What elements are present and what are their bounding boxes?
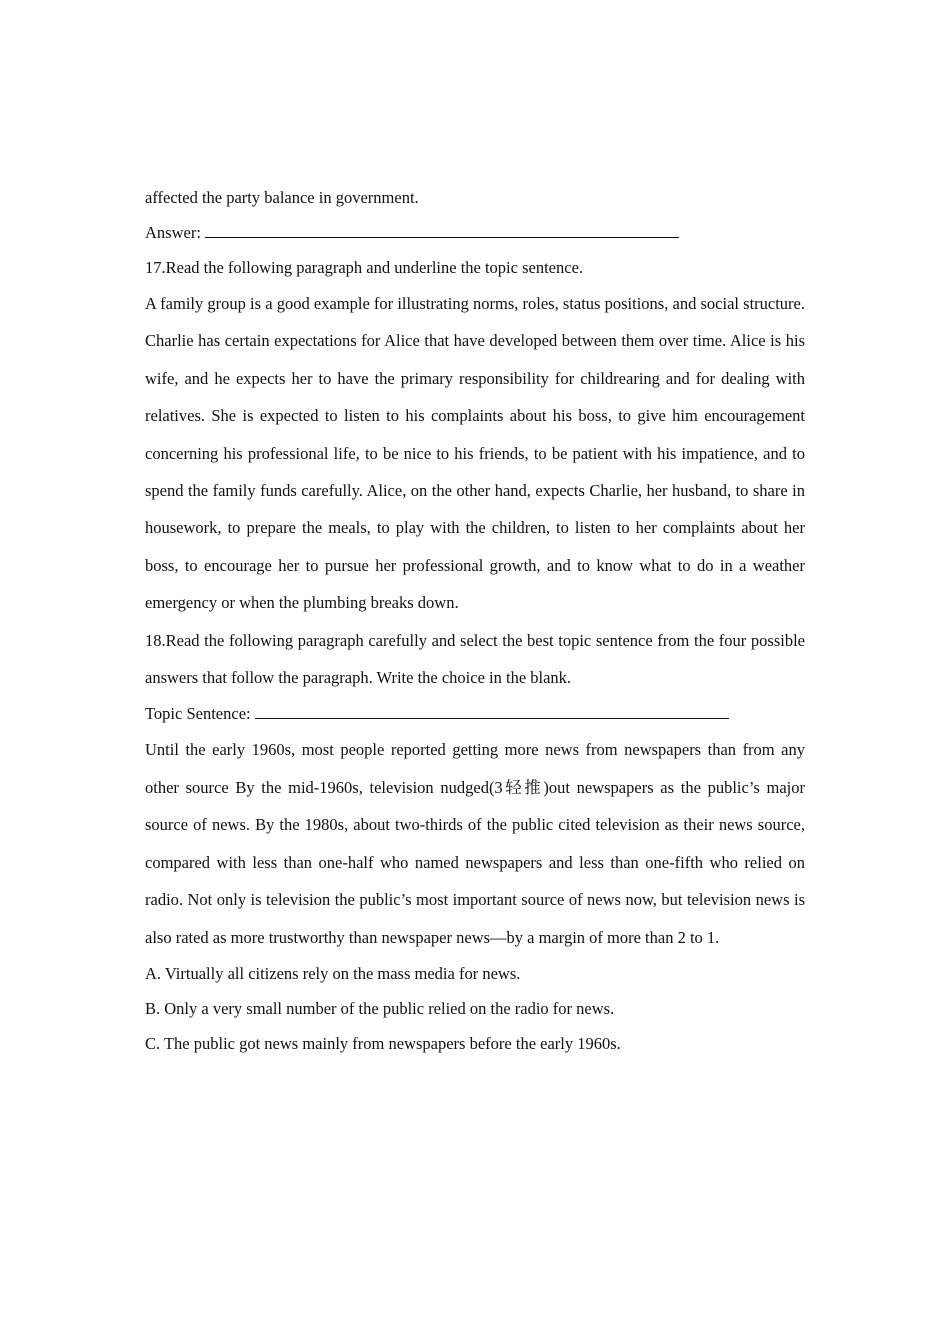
topic-sentence-line bbox=[145, 696, 805, 731]
document-page bbox=[145, 180, 805, 1061]
answer-line bbox=[145, 215, 805, 250]
question-17-paragraph: A family group is a good example for illustrating norms, roles, status positions, and social structure. Charlie has certain expectations for Alice that have developed between them over time. Alice is his wife, and he expects her to have the primary responsibility for childrearing and for dealing with relatives. She is expected to listen to his complaints about his boss, to give him encouragement concerning his professional life, to be nice to his friends, to be patient with his impatience, and to spend the family funds carefully. Alice, on the other hand, expects Charlie, her husband, to share in housework, to prepare the meals, to play with the children, to listen to her complaints about her boss, to encourage her to pursue her professional growth, and to know what to do in a weather emergency or when the plumbing breaks down. bbox=[145, 294, 805, 613]
question-18-prompt: 18.Read the following paragraph carefully and select the best topic sentence from the four possible answers that follow the paragraph. Write the choice in the blank. bbox=[145, 630, 805, 688]
option-a: A. Virtually all citizens rely on the mass media for news. bbox=[145, 963, 521, 983]
option-c: C. The public got news mainly from newspapers before the early 1960s. bbox=[145, 1033, 621, 1053]
answer-blank[interactable] bbox=[205, 222, 679, 238]
answer-label: Answer: bbox=[145, 223, 201, 242]
option-b: B. Only a very small number of the public relied on the radio for news. bbox=[145, 998, 615, 1018]
question-18-paragraph: Until the early 1960s, most people reported getting more news from newspapers than from any other source By the mid-1960s, television nudged(3轻推)out newspapers as the public’s major source of news. By the 1980s, about two-thirds of the public cited television as their news source, compared with less than one-half who named newspapers and less than one-fifth who relied on radio. Not only is television the public’s most important source of news now, but television news is also rated as more trustworthy than newspaper news—by a margin of more than 2 to 1. bbox=[145, 740, 805, 947]
continuation-text: affected the party balance in government. bbox=[145, 188, 419, 207]
topic-sentence-blank[interactable] bbox=[255, 703, 729, 719]
question-17-prompt: 17.Read the following paragraph and underline the topic sentence. bbox=[145, 258, 584, 277]
topic-sentence-label: Topic Sentence: bbox=[145, 704, 251, 724]
